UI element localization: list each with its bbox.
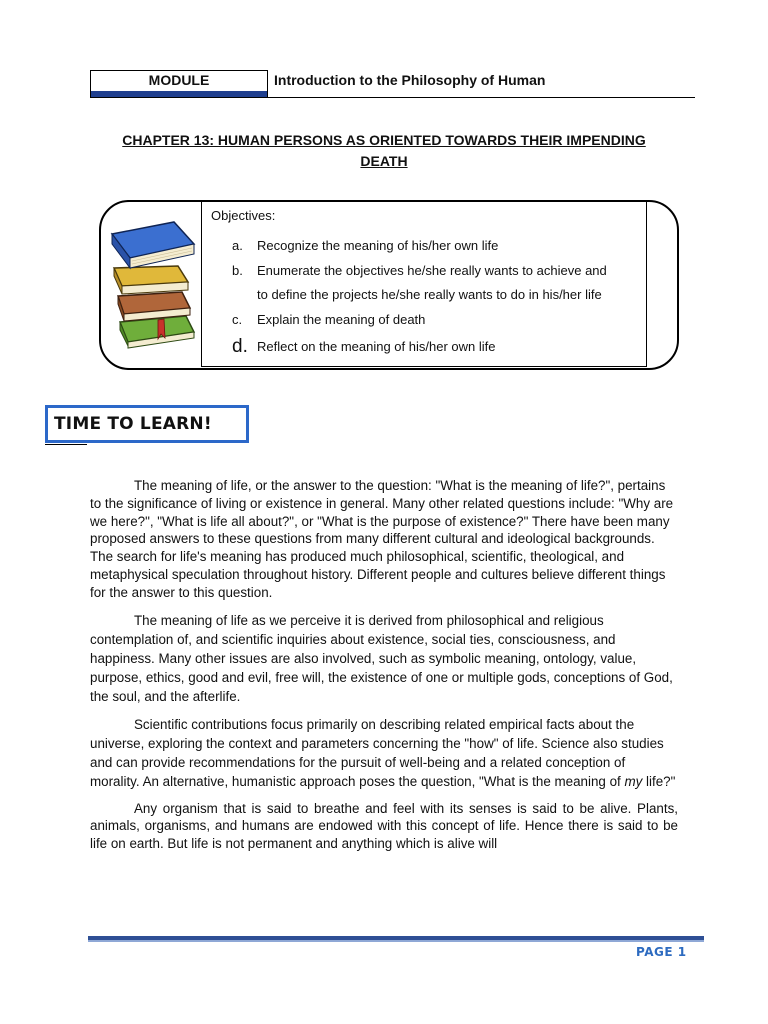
objective-item-b <box>232 259 636 284</box>
paragraph-4: Any organism that is said to breathe and feel with its senses is said to be alive. Plants, animals, organisms, and humans are endowed with this concept of life. Hence there is said to be life on earth. But life is not permanent and anything which is alive will <box>90 800 678 852</box>
objective-item-c <box>232 308 636 333</box>
module-label-box <box>90 70 268 98</box>
objective-text: to define the projects he/she really wants to do in his/her life <box>257 287 602 302</box>
objective-item-b-continued <box>232 283 636 308</box>
chapter-title <box>90 130 678 172</box>
objective-text: Recognize the meaning of his/her own life <box>257 238 499 253</box>
objective-letter: a. <box>232 238 243 253</box>
objective-text: Enumerate the objectives he/she really wants to achieve and <box>257 262 607 278</box>
objectives-list <box>232 234 636 360</box>
objective-item-a <box>232 234 636 259</box>
module-title: Introduction to the Philosophy of Human <box>274 72 546 88</box>
objective-letter: d. <box>232 336 248 357</box>
objective-letter: b. <box>232 262 243 278</box>
body-text <box>90 477 678 862</box>
objective-letter: c. <box>232 311 243 327</box>
paragraph-1: The meaning of life, or the answer to the question: "What is the meaning of life?", pertains to the significance of living or existence in general. Many other related questions include: "Why are we here?", "What is life all about?", or "What is the purpose of existence?" There have been many proposed answers to these questions from many different cultural and ideological backgrounds. The search for life's meaning has produced much philosophical, scientific, theological, and metaphysical speculation throughout history. Different people and cultures believe different things for the answer to this question. <box>90 478 674 600</box>
paragraph-3-end: life?" <box>642 773 676 789</box>
time-to-learn-banner <box>45 405 249 443</box>
module-label: MODULE <box>148 72 210 88</box>
paragraph-3-text: Scientific contributions focus primarily on describing related empirical facts about the universe, exploring the context and parameters concerning the "how" of life. Science also studies and can provide recommendations for the pursuit of well-being and a related conception of morality. An alternative, humanistic approach poses the question, "What is the meaning of <box>90 716 664 789</box>
header-rule <box>268 97 695 98</box>
paragraph-3-emphasis: my <box>624 773 643 789</box>
objective-text: Explain the meaning of death <box>257 311 426 327</box>
paragraph-3 <box>90 715 678 791</box>
module-header <box>90 70 695 100</box>
objective-item-d <box>232 335 636 360</box>
stack-of-books-icon <box>108 212 200 352</box>
banner-underline <box>45 444 87 445</box>
paragraph-2: The meaning of life as we perceive it is derived from philosophical and religious contemplation of, and scientific inquiries about existence, social ties, consciousness, and happiness. Many other issues are also involved, such as symbolic meaning, ontology, value, purpose, ethics, good and evil, free will, the existence of one or multiple gods, conceptions of God, the soul, and the afterlife. <box>90 612 673 704</box>
objectives-box <box>201 201 647 367</box>
objectives-title: Objectives: <box>211 208 276 223</box>
chapter-title-line2: DEATH <box>360 153 408 169</box>
chapter-title-line1: CHAPTER 13: HUMAN PERSONS AS ORIENTED TOWARDS THEIR IMPENDING <box>122 132 646 148</box>
footer-rule <box>88 936 704 940</box>
time-to-learn-label: TIME TO LEARN! <box>48 408 246 440</box>
page-number: PAGE 1 <box>636 945 687 959</box>
module-label-bar <box>91 91 267 97</box>
objective-text: Reflect on the meaning of his/her own life <box>257 339 496 354</box>
